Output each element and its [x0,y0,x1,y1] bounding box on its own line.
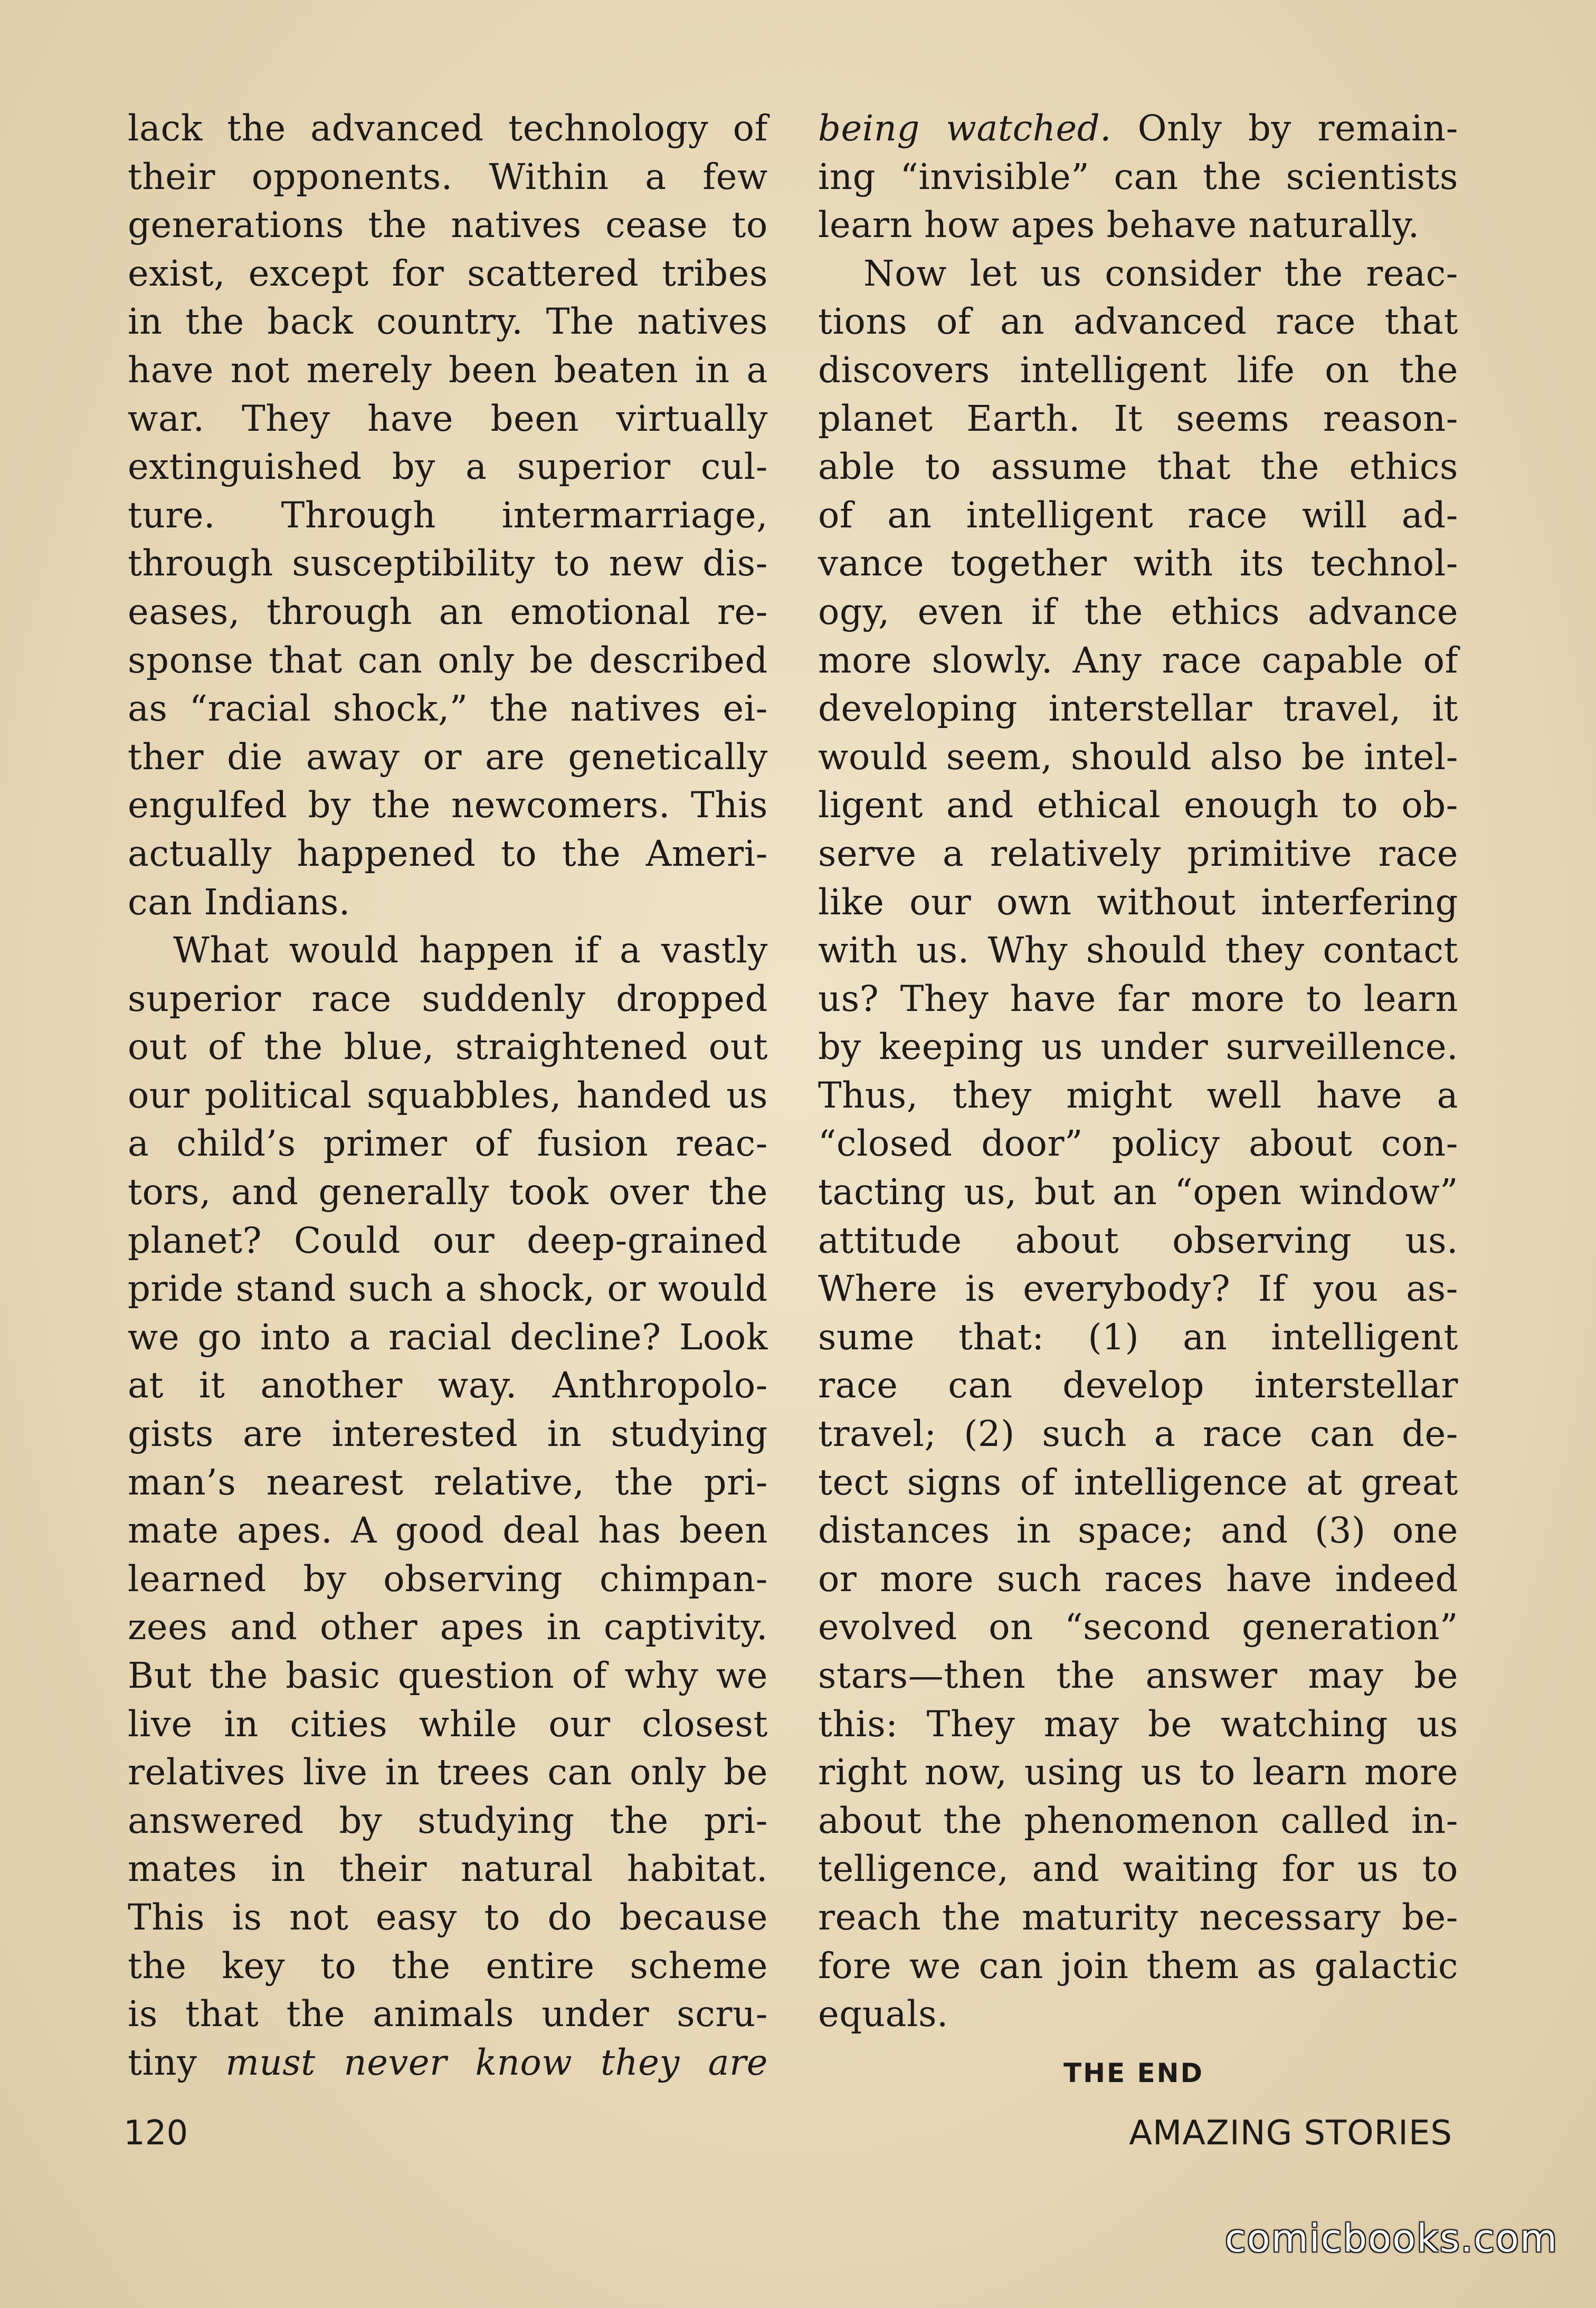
text-line: is that the animals under scru- [128,1993,768,2035]
text-line: exist, except for scattered tribes [128,252,768,294]
text-line: actually happened to the Ameri- [128,833,768,874]
text-line: ing “invisible” can the scientists [818,156,1458,197]
text-line: by keeping us under surveillence. [818,1026,1458,1068]
text-line-mixed [128,2039,768,2087]
text-line: serve a relatively primitive race [818,833,1458,874]
text-line: about the phenomenon called in- [818,1800,1458,1841]
paragraph-start-line: Now let us consider the reac- [863,252,1458,294]
text-line: or more such races have indeed [818,1558,1458,1600]
text-line: with us. Why should they contact [818,930,1458,971]
text-line-mixed [818,105,1458,153]
text-line: out of the blue, straightened out [128,1026,768,1068]
text-line: this: They may be watching us [818,1703,1458,1745]
text-line: at it another way. Anthropolo- [128,1365,768,1406]
right-text-column [818,105,1458,2039]
text-line: we go into a racial decline? Look [128,1316,768,1358]
text-line: Where is everybody? If you as- [818,1268,1458,1310]
text-line: ogy, even if the ethics advance [818,591,1458,632]
paragraph-start-line: What would happen if a vastly [173,930,768,971]
text-line: fore we can join them as galactic [818,1945,1458,1987]
text-line: as “racial shock,” the natives ei- [128,688,768,730]
text-line: their opponents. Within a few [128,156,768,197]
text-line: sume that: (1) an intelligent [818,1316,1458,1358]
text-line: equals. [818,1993,948,2035]
text-line: our political squabbles, handed us [128,1074,768,1116]
text-line: of an intelligent race will ad- [818,494,1458,536]
text-line: tors, and generally took over the [128,1171,768,1213]
text-line: mate apes. A good deal has been [128,1510,768,1552]
text-line: But the basic question of why we [128,1655,768,1696]
text-line: a child’s primer of fusion reac- [128,1123,768,1165]
text-line: mates in their natural habitat. [128,1848,768,1890]
text-line: planet Earth. It seems reason- [818,398,1458,439]
text-line: tacting us, but an “open window” [818,1171,1458,1213]
text-line: superior race suddenly dropped [128,978,768,1019]
text-line: vance together with its technol- [818,543,1458,584]
watermark: comicbooks.com [1224,2216,1558,2260]
text-line: extinguished by a superior cul- [128,446,768,488]
text-line: right now, using us to learn more [818,1752,1458,1793]
left-text-column [128,105,768,2087]
text-line: can Indians. [128,881,350,923]
text-line: pride stand such a shock, or would [128,1268,768,1310]
text-line: planet? Could our deep-grained [128,1219,768,1261]
text-line: more slowly. Any race capable of [818,639,1458,681]
text-line: lack the advanced technology of [128,108,768,149]
text-line: sponse that can only be described [128,639,768,681]
italic-text: being watched. [818,108,1112,149]
text-line: us? They have far more to learn [818,978,1458,1019]
text-line: travel; (2) such a race can de- [818,1413,1458,1455]
text-line: relatives live in trees can only be [128,1752,768,1793]
magazine-title-footer: AMAZING STORIES [1129,2114,1452,2153]
text-line: “closed door” policy about con- [818,1123,1458,1165]
text-line: telligence, and waiting for us to [818,1848,1458,1890]
text-line: distances in space; and (3) one [818,1510,1458,1552]
text-line: man’s nearest relative, the pri- [128,1461,768,1503]
text-line: tect signs of intelligence at great [818,1461,1458,1503]
text-line: the key to the entire scheme [128,1945,768,1987]
text-line: able to assume that the ethics [818,446,1458,488]
text-line: through susceptibility to new dis- [128,543,768,584]
text-line: race can develop interstellar [818,1365,1458,1406]
text-line: in the back country. The natives [128,301,768,343]
text-line: generations the natives cease to [128,204,768,246]
text-line: gists are interested in studying [128,1413,768,1455]
roman-text: Only by remain- [1137,108,1458,149]
text-line: evolved on “second generation” [818,1606,1458,1648]
text-line: reach the maturity necessary be- [818,1896,1458,1938]
page-number: 120 [124,2114,188,2153]
text-line: This is not easy to do because [128,1896,768,1938]
text-line: zees and other apes in captivity. [128,1606,768,1648]
text-line: tions of an advanced race that [818,301,1458,343]
text-line: discovers intelligent life on the [818,349,1458,391]
text-line: learn how apes behave naturally. [818,204,1420,246]
text-line: ther die away or are genetically [128,736,768,778]
text-line: attitude about observing us. [818,1219,1458,1261]
text-line: engulfed by the newcomers. This [128,784,768,826]
roman-text: tiny [128,2041,197,2083]
text-line: live in cities while our closest [128,1703,768,1745]
text-line: have not merely been beaten in a [128,349,768,391]
text-line: eases, through an emotional re- [128,591,768,632]
italic-text: must never know they are [225,2041,768,2083]
text-line: ture. Through intermarriage, [128,494,768,536]
text-line: stars—then the answer may be [818,1655,1458,1696]
the-end-mark: THE END [1063,2058,1204,2088]
text-line: like our own without interfering [818,881,1458,923]
text-line: answered by studying the pri- [128,1800,768,1841]
text-line: developing interstellar travel, it [818,688,1458,730]
text-line: would seem, should also be intel- [818,736,1458,778]
text-line: Thus, they might well have a [818,1074,1458,1116]
text-line: learned by observing chimpan- [128,1558,768,1600]
text-line: ligent and ethical enough to ob- [818,784,1458,826]
text-line: war. They have been virtually [128,398,768,439]
